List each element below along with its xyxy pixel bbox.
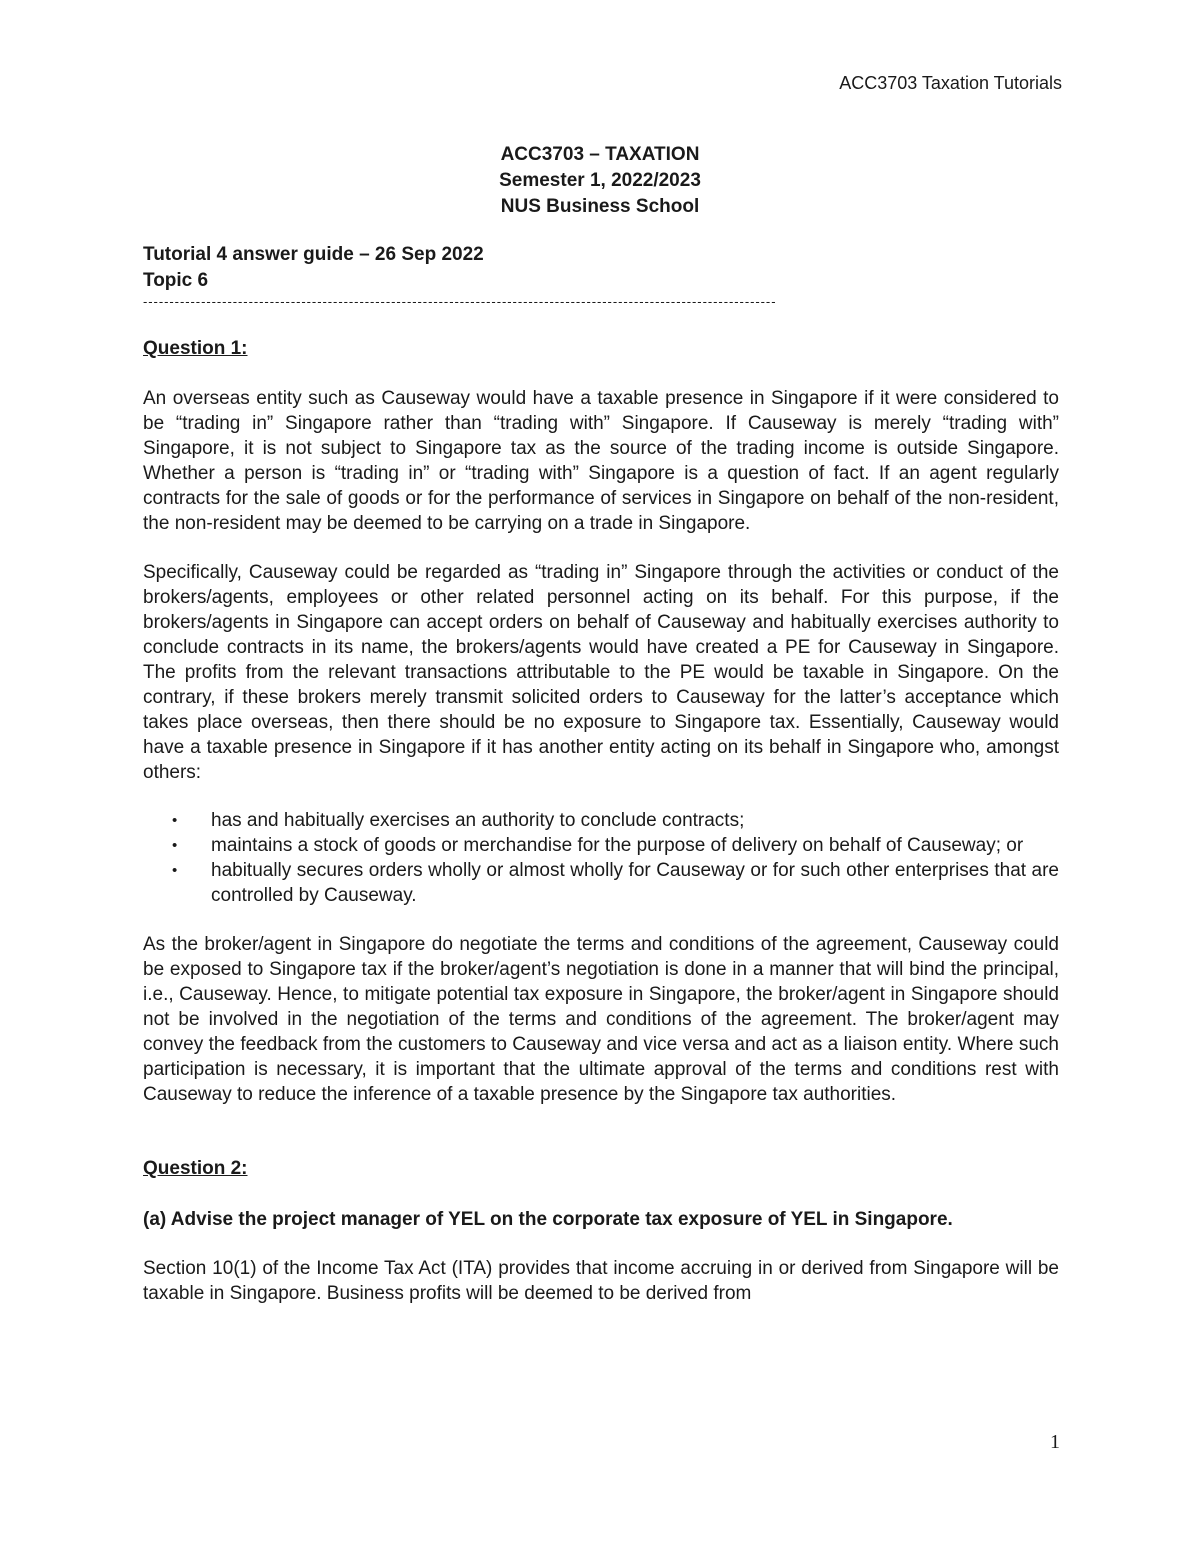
title-block: [0, 142, 1200, 220]
question-1-paragraph-1: An overseas entity such as Causeway would have a taxable presence in Singapore if it were considered to be “trading in” Singapore rather than “trading with” Singapore. If Causeway is merely “trading with” Singapore, it is not subject to Singapore tax as the source of the trading income is outside Singapore. Whether a person is “trading in” or “trading with” Singapore is a question of fact. If an agent regularly contracts for the sale of goods or for the performance of services in Singapore on behalf of the non-resident, the non-resident may be deemed to be carrying on a trade in Singapore.: [143, 388, 1059, 534]
list-item-text: has and habitually exercises an authority to conclude contracts;: [211, 810, 745, 831]
question-2-paragraph-1: Section 10(1) of the Income Tax Act (ITA) provides that income accruing in or derived from Singapore will be taxable in Singapore. Business profits will be deemed to be derived from: [143, 1258, 1059, 1304]
bullet-icon: •: [172, 862, 178, 879]
bullet-icon: •: [172, 837, 178, 854]
school-line: NUS Business School: [500, 196, 700, 217]
tutorial-line: Tutorial 4 answer guide – 26 Sep 2022: [143, 244, 484, 265]
bullet-icon: •: [172, 812, 178, 829]
list-item: [143, 858, 1059, 908]
question-1-bullet-list: [143, 808, 1059, 908]
topic-line: Topic 6: [143, 270, 209, 291]
question-2-heading: Question 2:: [143, 1158, 248, 1179]
question-1-paragraph-2: Specifically, Causeway could be regarded as “trading in” Singapore through the activities or conduct of the brokers/agents, employees or other related personnel acting on its behalf. For this purpose, if the brokers/agents in Singapore can accept orders on behalf of Causeway and habitually exercises authority to conclude contracts in its name, the brokers/agents would have created a PE for Causeway in Singapore. The profits from the relevant transactions attributable to the PE would be taxable in Singapore. On the contrary, if these brokers merely transmit solicited orders to Causeway for the latter’s acceptance which takes place overseas, then there should be no exposure to Singapore tax. Essentially, Causeway would have a taxable presence in Singapore if it has another entity acting on its behalf in Singapore who, amongst others:: [143, 562, 1059, 783]
question-2-part-a: (a) Advise the project manager of YEL on the corporate tax exposure of YEL in Singapore.: [143, 1209, 953, 1230]
page-number: 1: [1050, 1431, 1060, 1453]
document-body: [143, 242, 1059, 1306]
list-item: [143, 833, 1059, 858]
list-item-text: maintains a stock of goods or merchandise for the purpose of delivery on behalf of Causeway; or: [211, 835, 1024, 856]
course-title: ACC3703 – TAXATION: [500, 144, 700, 165]
list-item: [143, 808, 1059, 833]
list-item-text: habitually secures orders wholly or almost wholly for Causeway or for such other enterprises that are controlled by Causeway.: [211, 860, 1059, 906]
separator-line: ------------------------------------------------------------------------------------------------------------------------: [143, 295, 777, 309]
semester-line: Semester 1, 2022/2023: [499, 170, 701, 191]
running-header: ACC3703 Taxation Tutorials: [839, 73, 1062, 93]
question-1-paragraph-3: As the broker/agent in Singapore do negotiate the terms and conditions of the agreement, Causeway could be exposed to Singapore tax if the broker/agent’s negotiation is done in a manner that will bind the principal, i.e., Causeway. Hence, to mitigate potential tax exposure in Singapore, the broker/agent in Singapore should not be involved in the negotiation of the terms and conditions of the agreement. The broker/agent may convey the feedback from the customers to Causeway and vice versa and act as a liaison entity. Where such participation is necessary, it is important that the ultimate approval of the terms and conditions rest with Causeway to reduce the inference of a taxable presence by the Singapore tax authorities.: [143, 934, 1059, 1105]
question-1-heading: Question 1:: [143, 338, 248, 359]
